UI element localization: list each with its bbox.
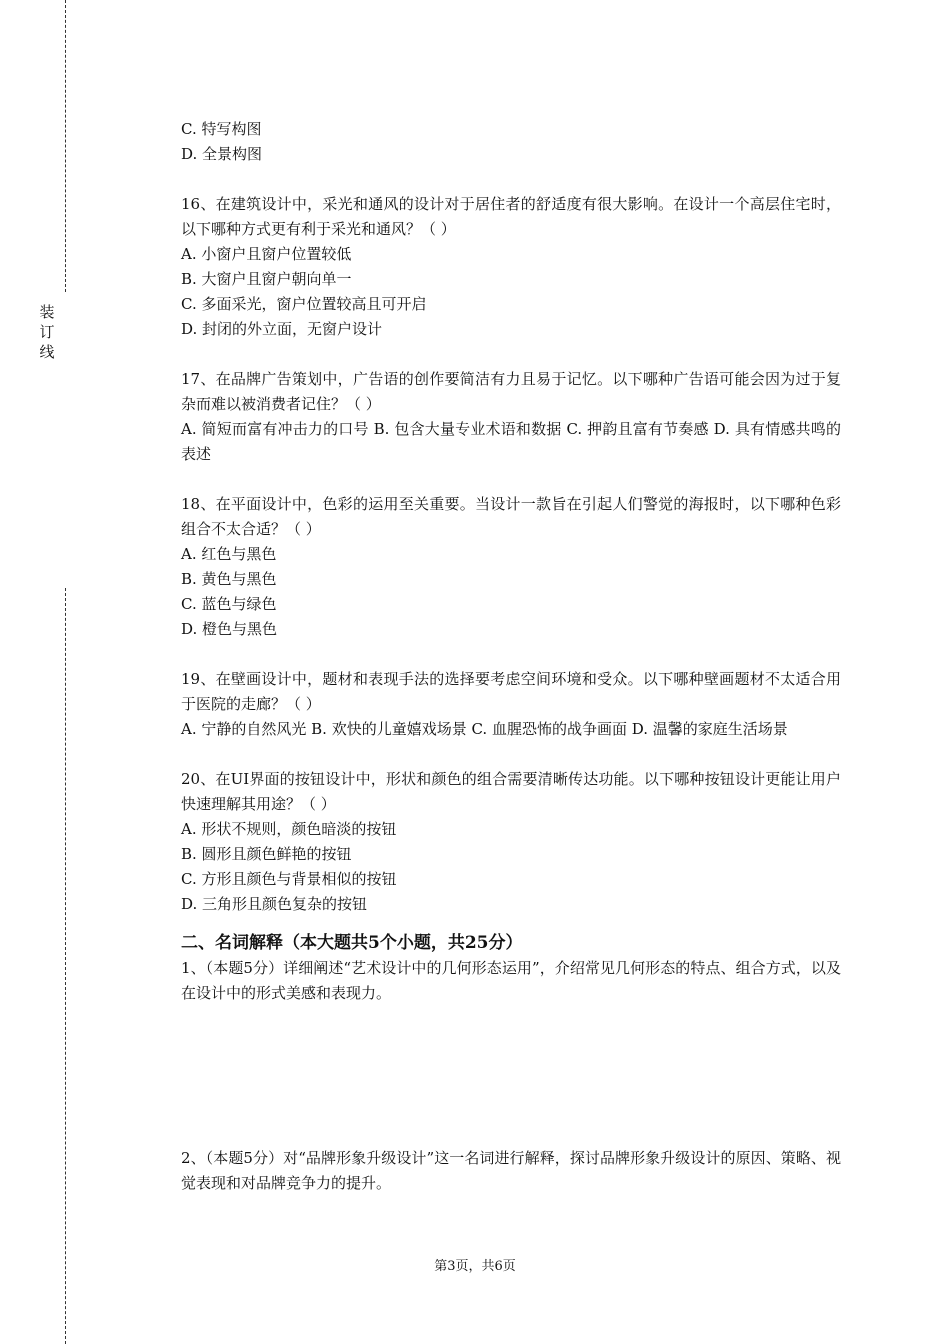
binding-char: 装 bbox=[39, 303, 55, 321]
term-question-1: 1、（本题5分）详细阐述“艺术设计中的几何形态运用”，介绍常见几何形态的特点、组合方式，以及在设计中的形式美感和表现力。 bbox=[181, 959, 841, 1002]
option-a: A. 形状不规则，颜色暗淡的按钮 bbox=[181, 820, 397, 838]
binding-dashed-line-bottom bbox=[65, 588, 66, 1344]
question-text: 20、在UI界面的按钮设计中，形状和颜色的组合需要清晰传达功能。以下哪种按钮设计更能让用户快速理解其用途？（ ） bbox=[181, 770, 841, 813]
option-b: B. 大窗户且窗户朝向单一 bbox=[181, 270, 352, 288]
option-c: C. 特写构图 bbox=[181, 120, 262, 138]
option-b: B. 圆形且颜色鲜艳的按钮 bbox=[181, 845, 352, 863]
question-text: 18、在平面设计中，色彩的运用至关重要。当设计一款旨在引起人们警觉的海报时，以下哪种色彩组合不太合适？（ ） bbox=[181, 495, 841, 538]
section-2-title: 二、名词解释（本大题共5个小题，共25分） bbox=[181, 933, 523, 953]
option-b: B. 黄色与黑色 bbox=[181, 570, 277, 588]
question-20 bbox=[181, 767, 841, 917]
inline-options: A. 简短而富有冲击力的口号 B. 包含大量专业术语和数据 C. 押韵且富有节奏感 D. 具有情感共鸣的表述 bbox=[181, 420, 841, 463]
option-d: D. 三角形且颜色复杂的按钮 bbox=[181, 895, 368, 913]
question-16 bbox=[181, 192, 841, 342]
binding-line-label bbox=[38, 302, 56, 362]
question-15-continued bbox=[181, 117, 841, 167]
question-18 bbox=[181, 492, 841, 642]
option-d: D. 橙色与黑色 bbox=[181, 620, 278, 638]
option-a: A. 小窗户且窗户位置较低 bbox=[181, 245, 352, 263]
question-17 bbox=[181, 367, 841, 467]
option-d: D. 全景构图 bbox=[181, 145, 263, 163]
page-number: 第3页，共6页 bbox=[434, 1259, 516, 1274]
term-question-2: 2、（本题5分）对“品牌形象升级设计”这一名词进行解释，探讨品牌形象升级设计的原因、策略、视觉表现和对品牌竞争力的提升。 bbox=[181, 1149, 841, 1192]
binding-char: 订 bbox=[39, 323, 55, 341]
exam-content bbox=[181, 117, 841, 1196]
question-text: 16、在建筑设计中，采光和通风的设计对于居住者的舒适度有很大影响。在设计一个高层住宅时，以下哪种方式更有利于采光和通风？（ ） bbox=[181, 195, 841, 238]
binding-dashed-line-top bbox=[65, 0, 66, 292]
inline-options: A. 宁静的自然风光 B. 欢快的儿童嬉戏场景 C. 血腥恐怖的战争画面 D. 温馨的家庭生活场景 bbox=[181, 720, 788, 738]
option-c: C. 方形且颜色与背景相似的按钮 bbox=[181, 870, 397, 888]
question-text: 17、在品牌广告策划中，广告语的创作要简洁有力且易于记忆。以下哪种广告语可能会因为过于复杂而难以被消费者记住？（ ） bbox=[181, 370, 841, 413]
question-19 bbox=[181, 667, 841, 742]
binding-char: 线 bbox=[39, 343, 55, 361]
option-c: C. 蓝色与绿色 bbox=[181, 595, 277, 613]
option-d: D. 封闭的外立面，无窗户设计 bbox=[181, 320, 383, 338]
option-c: C. 多面采光，窗户位置较高且可开启 bbox=[181, 295, 427, 313]
question-text: 19、在壁画设计中，题材和表现手法的选择要考虑空间环境和受众。以下哪种壁画题材不太适合用于医院的走廊？（ ） bbox=[181, 670, 841, 713]
option-a: A. 红色与黑色 bbox=[181, 545, 277, 563]
